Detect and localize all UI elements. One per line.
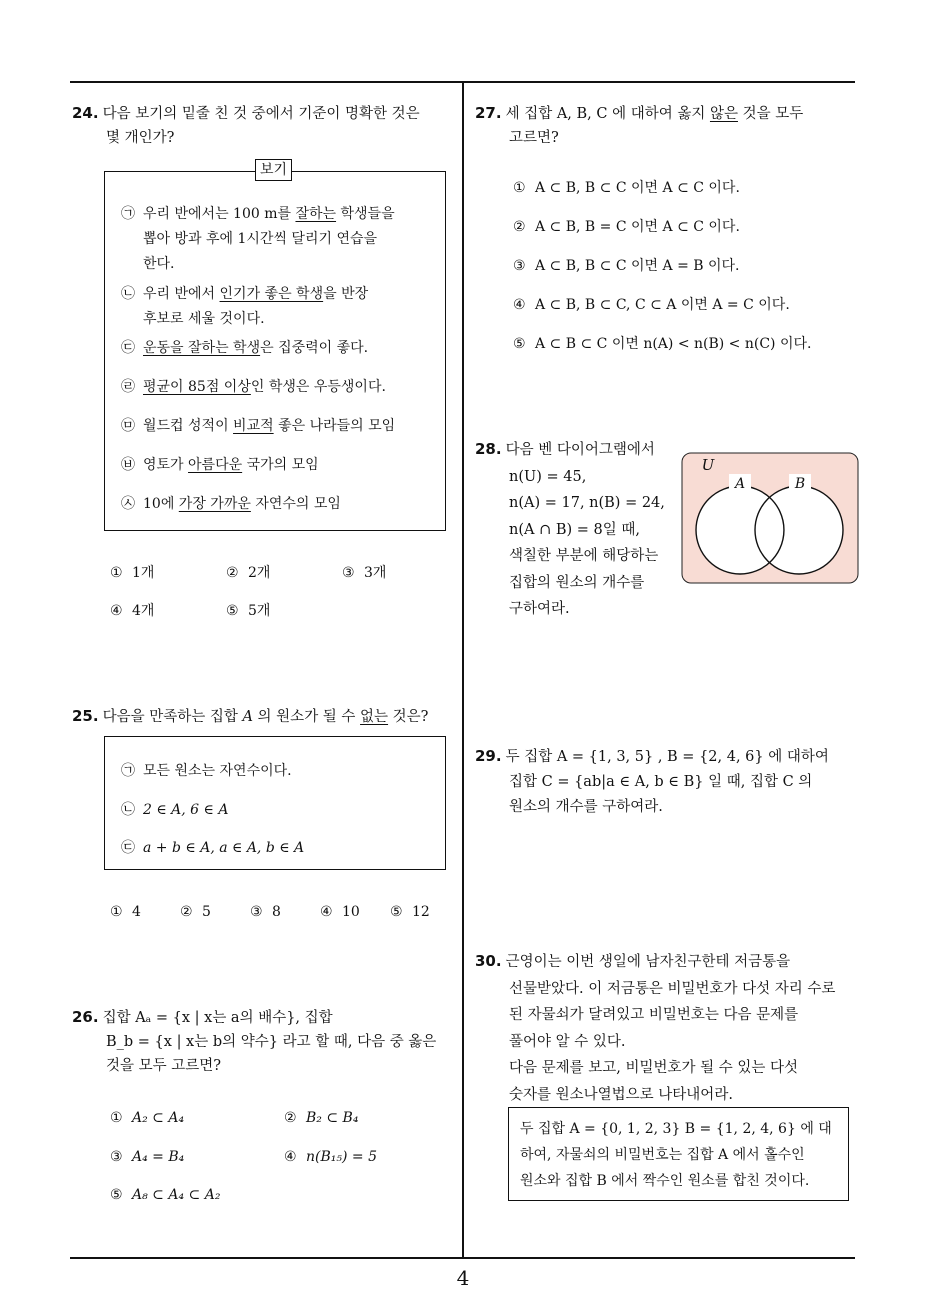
answer-choice[interactable]: ④ 10: [320, 904, 360, 920]
answer-choice[interactable]: ③ 3개: [342, 565, 387, 581]
question-number: 29.: [475, 747, 502, 765]
answer-choice[interactable]: ⑤ 12: [390, 904, 430, 920]
question-29: 29. 두 집합 A = {1, 3, 5} , B = {2, 4, 6} 에 대하여 집합 C = {ab|a ∈ A, b ∈ B} 일 때, 집합 C 의 원소의 개수를 구하여라.: [475, 747, 829, 815]
question-25: 25. 다음을 만족하는 집합 A 의 원소가 될 수 없는 것은?: [72, 707, 429, 725]
question-number: 27.: [475, 104, 502, 122]
answer-choice[interactable]: ④ A ⊂ B, B ⊂ C, C ⊂ A 이면 A = C 이다.: [513, 297, 790, 313]
answer-choice[interactable]: ② 2개: [226, 565, 271, 581]
set-b-circle: [755, 486, 843, 574]
answer-choice[interactable]: ② 5: [180, 904, 211, 920]
example-item: ㉢ 운동을 잘하는 학생은 집중력이 좋다.: [121, 340, 369, 356]
question-number: 25.: [72, 707, 99, 725]
column-divider: [462, 82, 464, 1258]
example-item: ㉡ 우리 반에서 인기가 좋은 학생을 반장 후보로 세울 것이다.: [121, 286, 369, 327]
example-box-title: 보기: [255, 159, 292, 181]
answer-choice[interactable]: ④ n(B₁₅) = 5: [284, 1149, 377, 1165]
question-number: 24.: [72, 104, 99, 122]
answer-choice[interactable]: ① A₂ ⊂ A₄: [110, 1110, 185, 1126]
question-24: [72, 101, 452, 150]
question-text: 다음 보기의 밑줄 친 것 중에서 기준이 명확한 것은: [102, 106, 420, 122]
bottom-rule: [70, 1257, 855, 1259]
answer-choice[interactable]: ⑤ A ⊂ B ⊂ C 이면 n(A) < n(B) < n(C) 이다.: [513, 336, 812, 352]
set-b-label: B: [794, 476, 806, 492]
question-text: 몇 개인가?: [106, 130, 175, 146]
box-line: 원소와 집합 B 에서 짝수인 원소를 합친 것이다.: [520, 1173, 810, 1189]
answer-choice[interactable]: ③ A₄ = B₄: [110, 1149, 185, 1165]
universe-label: U: [701, 456, 715, 475]
answer-choice[interactable]: ② B₂ ⊂ B₄: [284, 1110, 359, 1126]
question-number: 30.: [475, 952, 502, 970]
question-27: 27. 세 집합 A, B, C 에 대하여 옳지 않은 것을 모두 고르면?: [475, 104, 804, 146]
answer-choice[interactable]: ④ 4개: [110, 603, 155, 619]
condition-box: [104, 736, 446, 870]
example-item: ㉠ 우리 반에서는 100 m를 잘하는 학생들을 뽑아 방과 후에 1시간씩 달리기 연습을 한다.: [121, 206, 395, 272]
answer-choice[interactable]: ① A ⊂ B, B ⊂ C 이면 A ⊂ C 이다.: [513, 180, 740, 196]
example-item: ㉣ 평균이 85점 이상인 학생은 우등생이다.: [121, 379, 386, 395]
answer-choice[interactable]: ③ 8: [250, 904, 281, 920]
question-28: 28. 다음 벤 다이어그램에서 n(U) = 45, n(A) = 17, n(B) = 24, n(A ∩ B) = 8일 때, 색칠한 부분에 해당하는 집합의 원소의 개수를 구하여라.: [475, 440, 665, 617]
question-30: 30. 근영이는 이번 생일에 남자친구한테 저금통을 선물받았다. 이 저금통은 비밀번호가 다섯 자리 수로 된 자물쇠가 달려있고 비밀번호는 다음 문제를 풀어야 알 수 있다. 다음 문제를 보고, 비밀번호가 될 수 있는 다섯 숫자를 원소나열법으로 나타내어라.: [475, 952, 836, 1103]
answer-choice[interactable]: ⑤ 5개: [226, 603, 271, 619]
question-number: 28.: [475, 440, 502, 458]
example-box: [104, 162, 446, 531]
example-item: ㉥ 영토가 아름다운 국가의 모임: [121, 457, 319, 473]
answer-choice[interactable]: ⑤ A₈ ⊂ A₄ ⊂ A₂: [110, 1187, 221, 1203]
condition-item: ㉡ 2 ∈ A, 6 ∈ A: [121, 802, 229, 818]
box-line: 두 집합 A = {0, 1, 2, 3} B = {1, 2, 4, 6} 에 대: [520, 1121, 832, 1137]
venn-diagram: [681, 452, 859, 584]
question-26: 26. 집합 Aₐ = {x | x는 a의 배수}, 집합 B_b = {x | x는 b의 약수} 라고 할 때, 다음 중 옳은 것을 모두 고르면?: [72, 1008, 437, 1074]
page-number: 4: [456, 1266, 470, 1290]
question-number: 26.: [72, 1008, 99, 1026]
set-a-label: A: [734, 476, 746, 492]
condition-item: ㉠ 모든 원소는 자연수이다.: [121, 763, 292, 779]
answer-choice[interactable]: ① 4: [110, 904, 141, 920]
box-line: 하여, 자물쇠의 비밀번호는 집합 A 에서 홀수인: [520, 1147, 805, 1163]
answer-choice[interactable]: ① 1개: [110, 565, 155, 581]
answer-choice[interactable]: ② A ⊂ B, B = C 이면 A ⊂ C 이다.: [513, 219, 740, 235]
example-item: ㉦ 10에 가장 가까운 자연수의 모임: [121, 496, 341, 512]
example-item: ㉤ 월드컵 성적이 비교적 좋은 나라들의 모임: [121, 418, 396, 434]
condition-item: ㉢ a + b ∈ A, a ∈ A, b ∈ A: [121, 840, 305, 856]
password-rule-box: [508, 1107, 849, 1201]
answer-choice[interactable]: ③ A ⊂ B, B ⊂ C 이면 A = B 이다.: [513, 258, 740, 274]
